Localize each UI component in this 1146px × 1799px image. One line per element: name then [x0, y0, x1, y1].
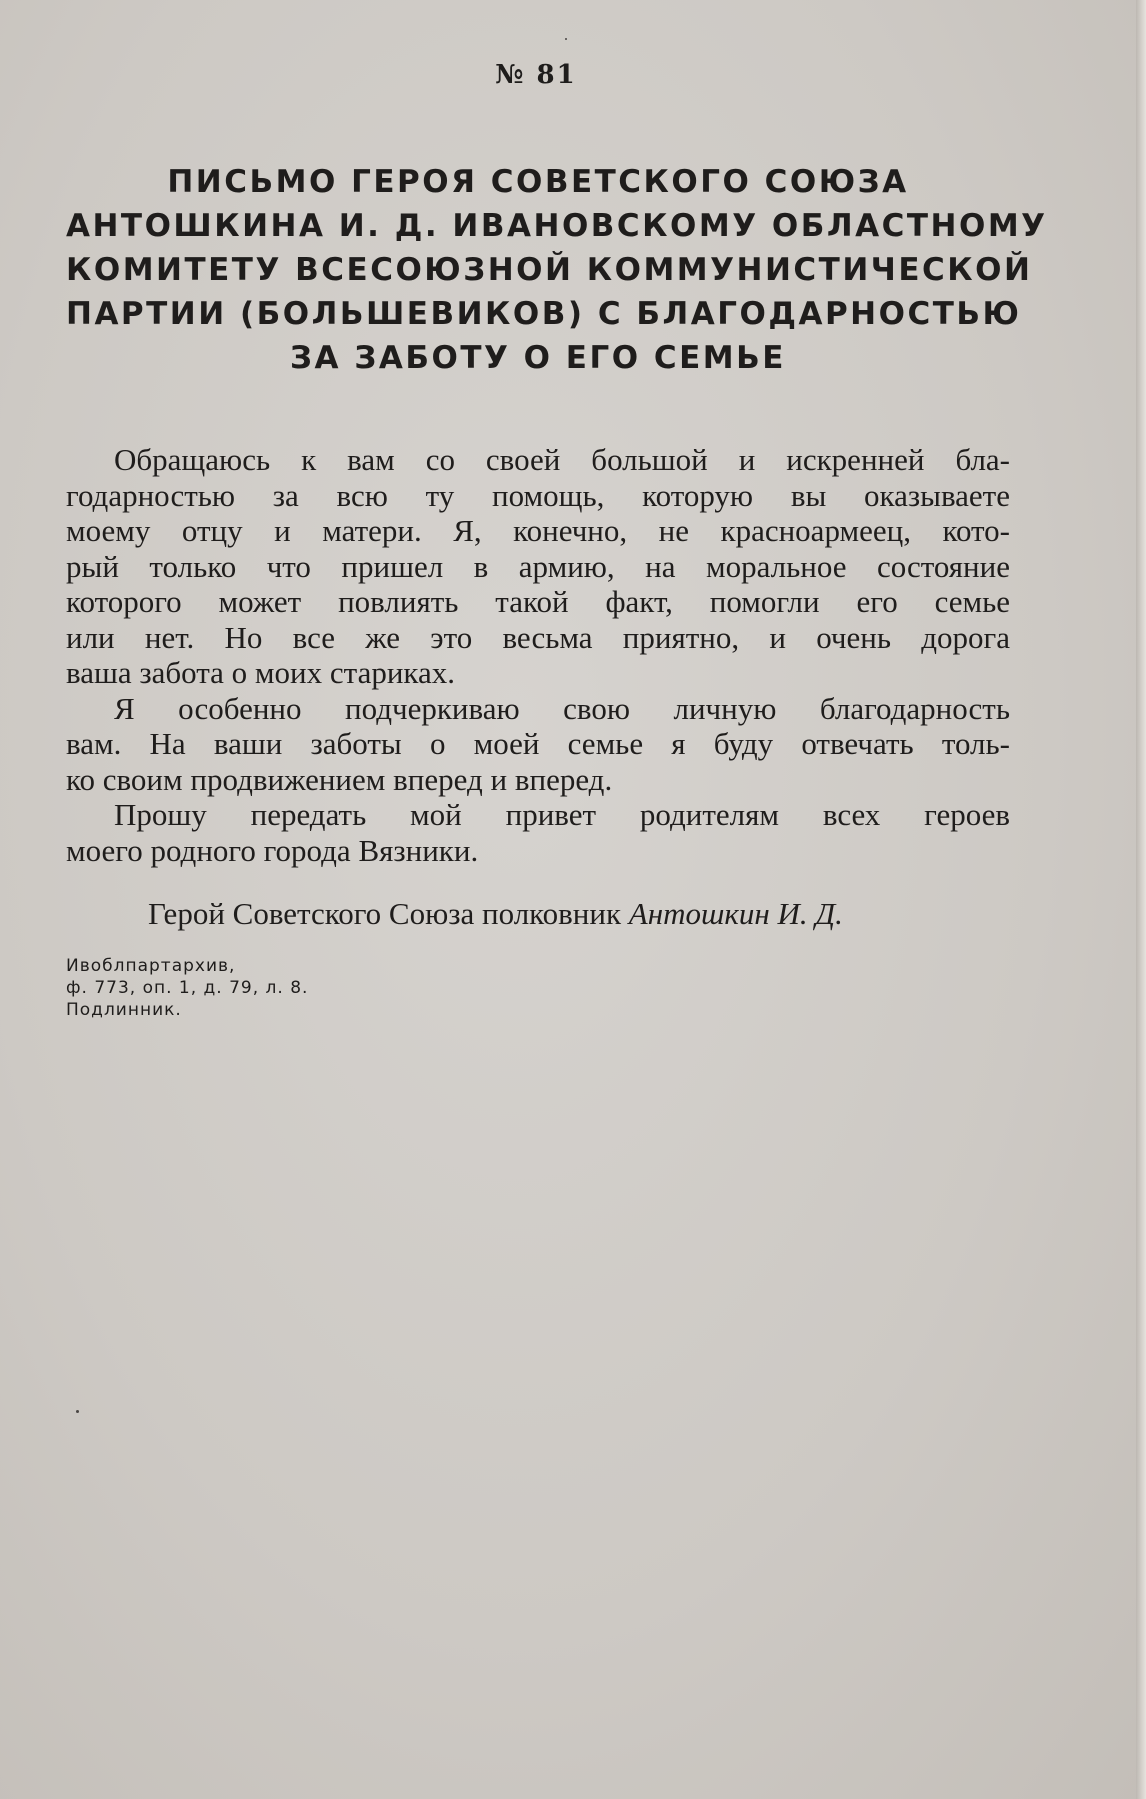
page-edge	[1136, 0, 1146, 1799]
body-line: которого может повлиять такой факт, помогли его семье	[66, 584, 1010, 619]
body-line: Я особенно подчеркиваю свою личную благодарность	[114, 690, 1010, 726]
title-line: КОМИТЕТУ ВСЕСОЮЗНОЙ КОММУНИСТИЧЕСКОЙ	[66, 252, 1033, 288]
body-line: моего родного города Вязники.	[66, 832, 479, 868]
paper-speck	[565, 38, 567, 40]
source-line: Ивоблпартархив,	[66, 956, 236, 976]
body-line: Обращаюсь к вам со своей большой и искренней бла-	[114, 442, 1010, 477]
letter-body	[66, 442, 1010, 868]
document-title	[66, 160, 1048, 380]
body-line: ко своим продвижением вперед и вперед.	[66, 761, 613, 797]
body-line: вам. На ваши заботы о моей семье я буду отвечать толь-	[66, 726, 1010, 761]
body-line: или нет. Но все же это весьма приятно, и очень дорога	[66, 619, 1010, 655]
title-line: ПАРТИИ (БОЛЬШЕВИКОВ) С БЛАГОДАРНОСТЬЮ	[66, 296, 1022, 332]
source-line: ф. 773, оп. 1, д. 79, л. 8.	[66, 978, 309, 998]
title-line: ПИСЬМО ГЕРОЯ СОВЕТСКОГО СОЮЗА	[167, 164, 909, 200]
title-line: АНТОШКИНА И. Д. ИВАНОВСКОМУ ОБЛАСТНОМУ	[66, 208, 1048, 244]
body-line: моему отцу и матери. Я, конечно, не красноармеец, кото-	[66, 513, 1010, 548]
signature-name: Антошкин И. Д.	[628, 896, 843, 931]
title-line: ЗА ЗАБОТУ О ЕГО СЕМЬЕ	[290, 340, 786, 376]
source-line: Подлинник.	[66, 1000, 182, 1020]
document-number: № 81	[495, 60, 577, 90]
body-line: Прошу передать мой привет родителям всех героев	[114, 797, 1010, 832]
signature-rank: Герой Советского Союза полковник	[148, 896, 622, 931]
body-line: рый только что пришел в армию, на моральное состояние	[66, 548, 1010, 584]
signature	[148, 896, 843, 932]
body-line: годарностью за всю ту помощь, которую вы оказываете	[66, 477, 1010, 513]
paper-speck	[76, 1410, 79, 1413]
archive-source	[66, 955, 308, 1021]
body-line: ваша забота о моих стариках.	[66, 655, 456, 690]
